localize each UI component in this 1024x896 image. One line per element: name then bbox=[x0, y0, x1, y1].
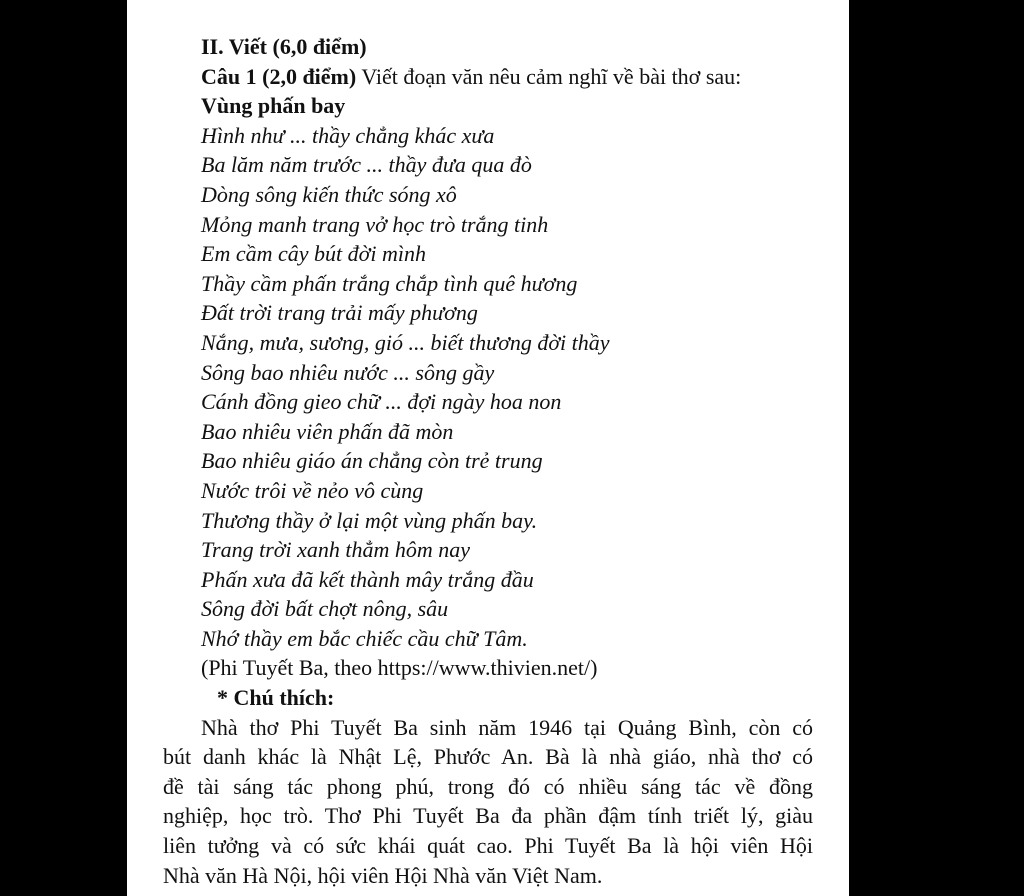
document-page bbox=[127, 0, 849, 896]
poem-body bbox=[163, 121, 813, 654]
note-paragraph bbox=[163, 713, 813, 891]
poem-line: Thầy cầm phấn trắng chắp tình quê hương bbox=[201, 270, 578, 296]
poem-line: Ba lăm năm trước ... thầy đưa qua đò bbox=[201, 152, 532, 178]
note-line: đề tài sáng tác phong phú, trong đó có nhiều sáng tác về đồng bbox=[163, 773, 813, 799]
poem-line: Hình như ... thầy chẳng khác xưa bbox=[201, 122, 495, 148]
poem-line: Đất trời trang trải mấy phương bbox=[201, 300, 478, 326]
note-line: bút danh khác là Nhật Lệ, Phước An. Bà là nhà giáo, nhà thơ có bbox=[163, 744, 813, 770]
poem-line: Phấn xưa đã kết thành mây trắng đầu bbox=[201, 566, 534, 592]
poem-line: Nhớ thầy em bắc chiếc cầu chữ Tâm. bbox=[201, 625, 528, 651]
poem-line: Dòng sông kiến thức sóng xô bbox=[201, 181, 457, 207]
poem-line: Sông bao nhiêu nước ... sông gầy bbox=[201, 359, 495, 385]
poem-line: Nắng, mưa, sương, gió ... biết thương đời thầy bbox=[201, 329, 610, 355]
section-title: II. Viết (6,0 điểm) bbox=[201, 34, 367, 59]
note-line: nghiệp, học trò. Thơ Phi Tuyết Ba đa phần đậm tính triết lý, giàu bbox=[163, 803, 813, 829]
note-line: Nhà thơ Phi Tuyết Ba sinh năm 1946 tại Quảng Bình, còn có bbox=[201, 714, 813, 740]
poem-title: Vùng phấn bay bbox=[201, 93, 346, 119]
poem-line: Bao nhiêu viên phấn đã mòn bbox=[201, 418, 454, 444]
poem-line: Bao nhiêu giáo án chẳng còn trẻ trung bbox=[201, 448, 543, 474]
document-content bbox=[163, 32, 813, 890]
question-label: Câu 1 (2,0 điểm) bbox=[201, 63, 357, 89]
poem-line: Nước trôi về nẻo vô cùng bbox=[201, 477, 424, 503]
question-prompt: Viết đoạn văn nêu cảm nghĩ về bài thơ sau: bbox=[356, 63, 742, 89]
question-line bbox=[163, 62, 813, 92]
poem-line: Sông đời bất chợt nông, sâu bbox=[201, 596, 449, 622]
note-line: liên tưởng và có sức khái quát cao. Phi Tuyết Ba là hội viên Hội bbox=[163, 833, 813, 859]
note-line: Nhà văn Hà Nội, hội viên Hội Nhà văn Việt Nam. bbox=[163, 862, 603, 888]
poem-source: (Phi Tuyết Ba, theo https://www.thivien.net/) bbox=[201, 655, 598, 681]
note-heading: * Chú thích: bbox=[217, 685, 335, 711]
poem-line: Thương thầy ở lại một vùng phấn bay. bbox=[201, 507, 538, 533]
poem-line: Trang trời xanh thẳm hôm nay bbox=[201, 537, 471, 563]
poem-line: Cánh đồng gieo chữ ... đợi ngày hoa non bbox=[201, 389, 562, 415]
poem-line: Mỏng manh trang vở học trò trắng tinh bbox=[201, 211, 549, 237]
poem-line: Em cầm cây bút đời mình bbox=[201, 241, 426, 267]
